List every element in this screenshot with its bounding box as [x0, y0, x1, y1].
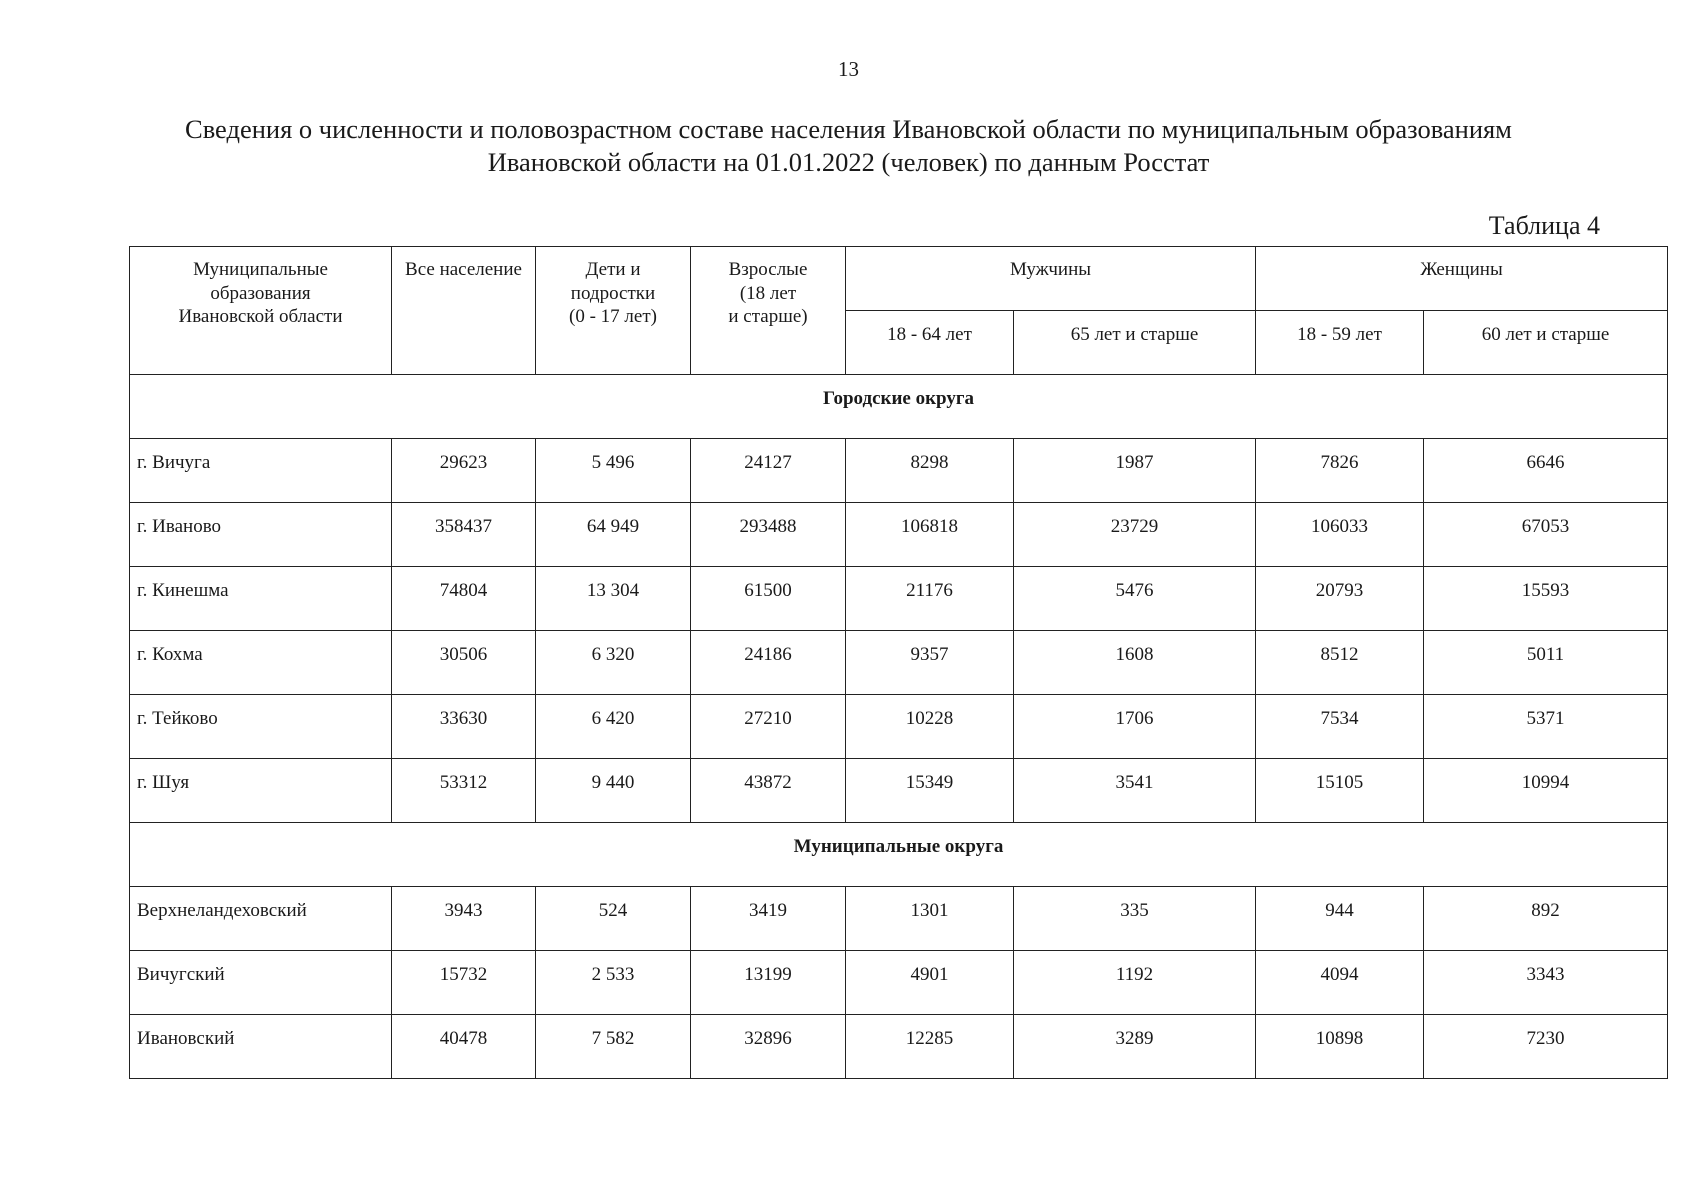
section-title: Городские округа — [130, 375, 1668, 439]
cell-municipality: г. Шуя — [130, 759, 392, 823]
cell-men-65-plus: 5476 — [1014, 567, 1256, 631]
cell-women-18-59: 944 — [1256, 887, 1424, 951]
cell-men-65-plus: 3289 — [1014, 1015, 1256, 1079]
cell-children: 5 496 — [536, 439, 691, 503]
cell-men-18-64: 4901 — [846, 951, 1014, 1015]
cell-adults: 32896 — [691, 1015, 846, 1079]
table-header — [130, 247, 1668, 375]
table-row — [130, 631, 1668, 695]
cell-men-18-64: 9357 — [846, 631, 1014, 695]
cell-children: 9 440 — [536, 759, 691, 823]
cell-municipality: Верхнеландеховский — [130, 887, 392, 951]
cell-women-60-plus: 67053 — [1424, 503, 1668, 567]
cell-adults: 13199 — [691, 951, 846, 1015]
header-women-18-59: 18 - 59 лет — [1256, 311, 1424, 375]
cell-children: 13 304 — [536, 567, 691, 631]
cell-children: 6 420 — [536, 695, 691, 759]
cell-adults: 3419 — [691, 887, 846, 951]
cell-municipality: Вичугский — [130, 951, 392, 1015]
cell-men-65-plus: 1706 — [1014, 695, 1256, 759]
header-adults: Взрослые (18 лет и старше) — [691, 247, 846, 375]
cell-women-18-59: 4094 — [1256, 951, 1424, 1015]
header-children: Дети и подростки (0 - 17 лет) — [536, 247, 691, 375]
cell-adults: 293488 — [691, 503, 846, 567]
cell-women-60-plus: 6646 — [1424, 439, 1668, 503]
cell-men-65-plus: 1987 — [1014, 439, 1256, 503]
table-row — [130, 887, 1668, 951]
table-row — [130, 567, 1668, 631]
table-row — [130, 951, 1668, 1015]
cell-adults: 24186 — [691, 631, 846, 695]
cell-men-18-64: 15349 — [846, 759, 1014, 823]
population-table — [129, 246, 1668, 1079]
cell-municipality: г. Вичуга — [130, 439, 392, 503]
cell-men-65-plus: 3541 — [1014, 759, 1256, 823]
cell-total: 29623 — [392, 439, 536, 503]
table-row — [130, 1015, 1668, 1079]
cell-total: 3943 — [392, 887, 536, 951]
cell-women-18-59: 106033 — [1256, 503, 1424, 567]
cell-men-18-64: 8298 — [846, 439, 1014, 503]
cell-women-60-plus: 892 — [1424, 887, 1668, 951]
header-women-60-plus: 60 лет и старше — [1424, 311, 1668, 375]
header-women: Женщины — [1256, 247, 1668, 311]
cell-men-65-plus: 1192 — [1014, 951, 1256, 1015]
cell-municipality: г. Кинешма — [130, 567, 392, 631]
cell-children: 524 — [536, 887, 691, 951]
table-body — [130, 375, 1668, 1079]
section-row — [130, 823, 1668, 887]
cell-children: 64 949 — [536, 503, 691, 567]
cell-total: 30506 — [392, 631, 536, 695]
document-title-line-2: Ивановской области на 01.01.2022 (человек) по данным Росстат — [487, 147, 1210, 177]
table-label: Таблица 4 — [1488, 211, 1600, 240]
header-men-18-64: 18 - 64 лет — [846, 311, 1014, 375]
cell-municipality: г. Тейково — [130, 695, 392, 759]
cell-municipality: г. Кохма — [130, 631, 392, 695]
cell-total: 15732 — [392, 951, 536, 1015]
cell-women-18-59: 7826 — [1256, 439, 1424, 503]
table-row — [130, 439, 1668, 503]
cell-men-18-64: 106818 — [846, 503, 1014, 567]
cell-men-65-plus: 1608 — [1014, 631, 1256, 695]
section-row — [130, 375, 1668, 439]
header-municipal: Муниципальные образования Ивановской области — [130, 247, 392, 375]
table-row — [130, 759, 1668, 823]
cell-men-18-64: 1301 — [846, 887, 1014, 951]
cell-women-18-59: 20793 — [1256, 567, 1424, 631]
document-title — [100, 113, 1597, 179]
cell-women-18-59: 10898 — [1256, 1015, 1424, 1079]
cell-total: 74804 — [392, 567, 536, 631]
cell-municipality: Ивановский — [130, 1015, 392, 1079]
cell-adults: 27210 — [691, 695, 846, 759]
cell-women-60-plus: 5011 — [1424, 631, 1668, 695]
cell-children: 6 320 — [536, 631, 691, 695]
cell-men-18-64: 10228 — [846, 695, 1014, 759]
cell-children: 7 582 — [536, 1015, 691, 1079]
cell-women-60-plus: 15593 — [1424, 567, 1668, 631]
cell-total: 358437 — [392, 503, 536, 567]
cell-adults: 43872 — [691, 759, 846, 823]
section-title: Муниципальные округа — [130, 823, 1668, 887]
cell-adults: 24127 — [691, 439, 846, 503]
cell-women-18-59: 8512 — [1256, 631, 1424, 695]
cell-men-18-64: 12285 — [846, 1015, 1014, 1079]
cell-adults: 61500 — [691, 567, 846, 631]
cell-men-18-64: 21176 — [846, 567, 1014, 631]
cell-women-60-plus: 5371 — [1424, 695, 1668, 759]
cell-men-65-plus: 23729 — [1014, 503, 1256, 567]
header-men-65-plus: 65 лет и старше — [1014, 311, 1256, 375]
table-row — [130, 695, 1668, 759]
cell-total: 33630 — [392, 695, 536, 759]
cell-children: 2 533 — [536, 951, 691, 1015]
cell-women-60-plus: 7230 — [1424, 1015, 1668, 1079]
cell-women-60-plus: 3343 — [1424, 951, 1668, 1015]
table-row — [130, 503, 1668, 567]
cell-men-65-plus: 335 — [1014, 887, 1256, 951]
cell-women-18-59: 7534 — [1256, 695, 1424, 759]
document-title-line-1: Сведения о численности и половозрастном составе населения Ивановской области по муниципальным образованиям — [185, 114, 1512, 144]
page-number: 13 — [838, 57, 859, 81]
cell-women-18-59: 15105 — [1256, 759, 1424, 823]
cell-total: 53312 — [392, 759, 536, 823]
cell-municipality: г. Иваново — [130, 503, 392, 567]
cell-total: 40478 — [392, 1015, 536, 1079]
header-total: Все население — [392, 247, 536, 375]
header-men: Мужчины — [846, 247, 1256, 311]
cell-women-60-plus: 10994 — [1424, 759, 1668, 823]
